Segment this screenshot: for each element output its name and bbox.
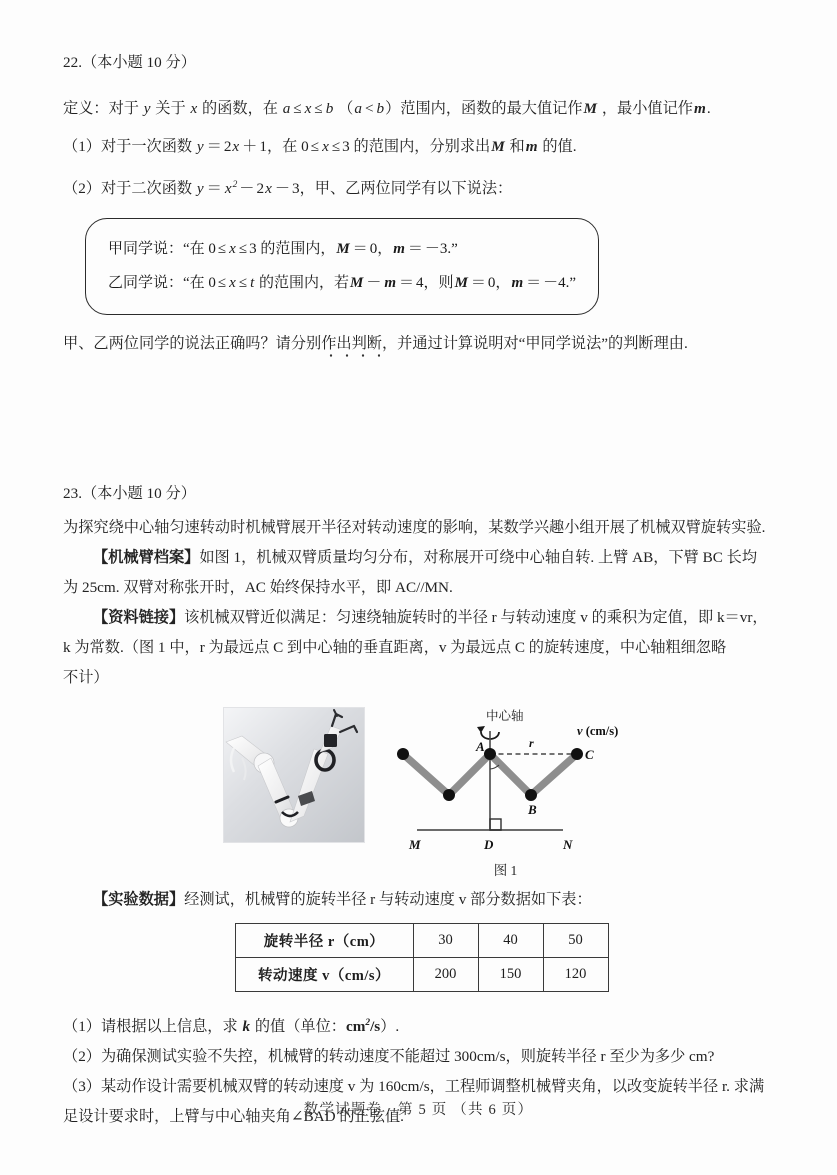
page-footer: 数学试题卷 第 5 页 （共 6 页）	[303, 1102, 534, 1118]
student-statements-box	[85, 218, 599, 315]
q23-archive-2: 为 25cm. 双臂对称张开时，AC 始终保持水平，即 AC//MN.	[63, 579, 453, 597]
label-C-text: C	[584, 747, 594, 763]
experiment-data-table	[235, 923, 609, 992]
q23-part-3a: （3）某动作设计需要机械双臂的转动速度 v 为 160cm/s，工程师调整机械臂夹角，以改变旋转半径 r. 求满	[63, 1078, 765, 1096]
q22-definition: 定义：对于 y 关于 x 的函数，在 a ≤ x ≤ b （a < b）范围内，函数的最大值记作M ，最小值记作m.	[63, 100, 711, 117]
q22-closing-emphasis: 作出判断	[321, 335, 382, 353]
r-label-text: r	[528, 736, 534, 751]
q23-part-1: （1）请根据以上信息，求 k 的值（单位：$cm^2/s$）.	[63, 1018, 400, 1036]
label-B-text: B	[527, 802, 537, 818]
q22-closing-a: 甲、乙两位同学的说法正确吗？请分别	[63, 335, 322, 353]
q22-closing	[63, 329, 780, 359]
cell-radius-1: 30	[413, 924, 478, 958]
page-content	[63, 48, 780, 1132]
robot-arm-photo-svg	[224, 708, 364, 842]
link-label: 【资料链接】	[93, 609, 185, 627]
svg-text:v (cm/s): v (cm/s)	[576, 724, 618, 739]
robot-arm-photo	[223, 707, 365, 843]
table-row	[235, 924, 608, 958]
q23-link	[63, 603, 780, 633]
q23-part-3b: 足设计要求时，上臂与中心轴夹角∠BAD 的正弦值.	[63, 1108, 404, 1126]
label-M-text: M	[408, 837, 421, 853]
q23-link-2: k 为常数.（图 1 中，r 为最远点 C 到中心轴的垂直距离，v 为最远点 C 的旋转速度，中心轴粗细忽略	[63, 639, 727, 657]
cell-radius-3: 50	[543, 924, 608, 958]
answer-space	[63, 359, 780, 479]
statement-jia: 甲同学说：“在 0 ≤ x ≤ 3 的范围内，M ＝ 0，m ＝ －3.”	[108, 241, 458, 258]
q23-data-line	[63, 885, 780, 915]
cell-speed-1: 200	[413, 958, 478, 992]
q23-archive	[63, 543, 780, 573]
row-header-speed: 转动速度 v（cm/s）	[235, 958, 413, 992]
data-text: 经测试，机械臂的旋转半径 r 与转动速度 v 部分数据如下表：	[184, 891, 592, 909]
link-text-1: 该机械双臂近似满足：匀速绕轴旋转时的半径 r 与转动速度 v 的乘积为定值，即 k＝vr，	[184, 609, 768, 627]
q23-intro: 为探究绕中心轴匀速转动时机械臂展开半径对转动速度的影响，某数学兴趣小组开展了机械双臂旋转实验.	[63, 519, 766, 537]
cell-radius-2: 40	[478, 924, 543, 958]
figure-1-diagram-wrap	[391, 707, 621, 879]
label-D-text: D	[483, 837, 493, 853]
axis-label-text: 中心轴	[485, 709, 524, 724]
data-label: 【实验数据】	[93, 891, 185, 909]
q23-part-2: （2）为确保测试实验不失控，机械臂的转动速度不能超过 300cm/s，则旋转半径 r 至少为多少 cm?	[63, 1048, 715, 1066]
row-header-radius: 旋转半径 r（cm）	[235, 924, 413, 958]
q23-number: 23.（本小题 10 分）	[63, 485, 196, 503]
statement-yi: 乙同学说：“在 0 ≤ x ≤ t 的范围内，若M － m ＝ 4，则M ＝ 0，m ＝ －4.”	[108, 275, 577, 292]
q22-closing-b: ，并通过计算说明对“甲同学说法”的判断理由.	[381, 335, 688, 353]
table-row	[235, 958, 608, 992]
robot-arm-diagram	[391, 707, 621, 857]
data-table-wrap	[63, 923, 780, 992]
archive-text-1: 如图 1，机械双臂质量均匀分布，对称展开可绕中心轴自转. 上臂 AB，下臂 BC 长均	[199, 549, 758, 567]
label-N-text: N	[562, 837, 572, 853]
figure-1-row	[63, 707, 780, 879]
robot-arm-diagram-svg	[391, 707, 621, 857]
cell-speed-2: 150	[478, 958, 543, 992]
cell-speed-3: 120	[543, 958, 608, 992]
q23-link-3: 不计）	[63, 669, 109, 687]
label-A-text: A	[475, 739, 485, 755]
q22-part-1: （1）对于一次函数 y ＝ 2x ＋ 1，在 0 ≤ x ≤ 3 的范围内，分别求出M 和m 的值.	[63, 138, 577, 155]
figure-1-caption: 图 1	[493, 863, 518, 879]
q22-part-2: （2）对于二次函数 $y = x^2 - 2x - 3$，甲、乙两位同学有以下说法：	[63, 180, 513, 198]
archive-label: 【机械臂档案】	[93, 549, 200, 567]
q22-number: 22.（本小题 10 分）	[63, 54, 196, 71]
